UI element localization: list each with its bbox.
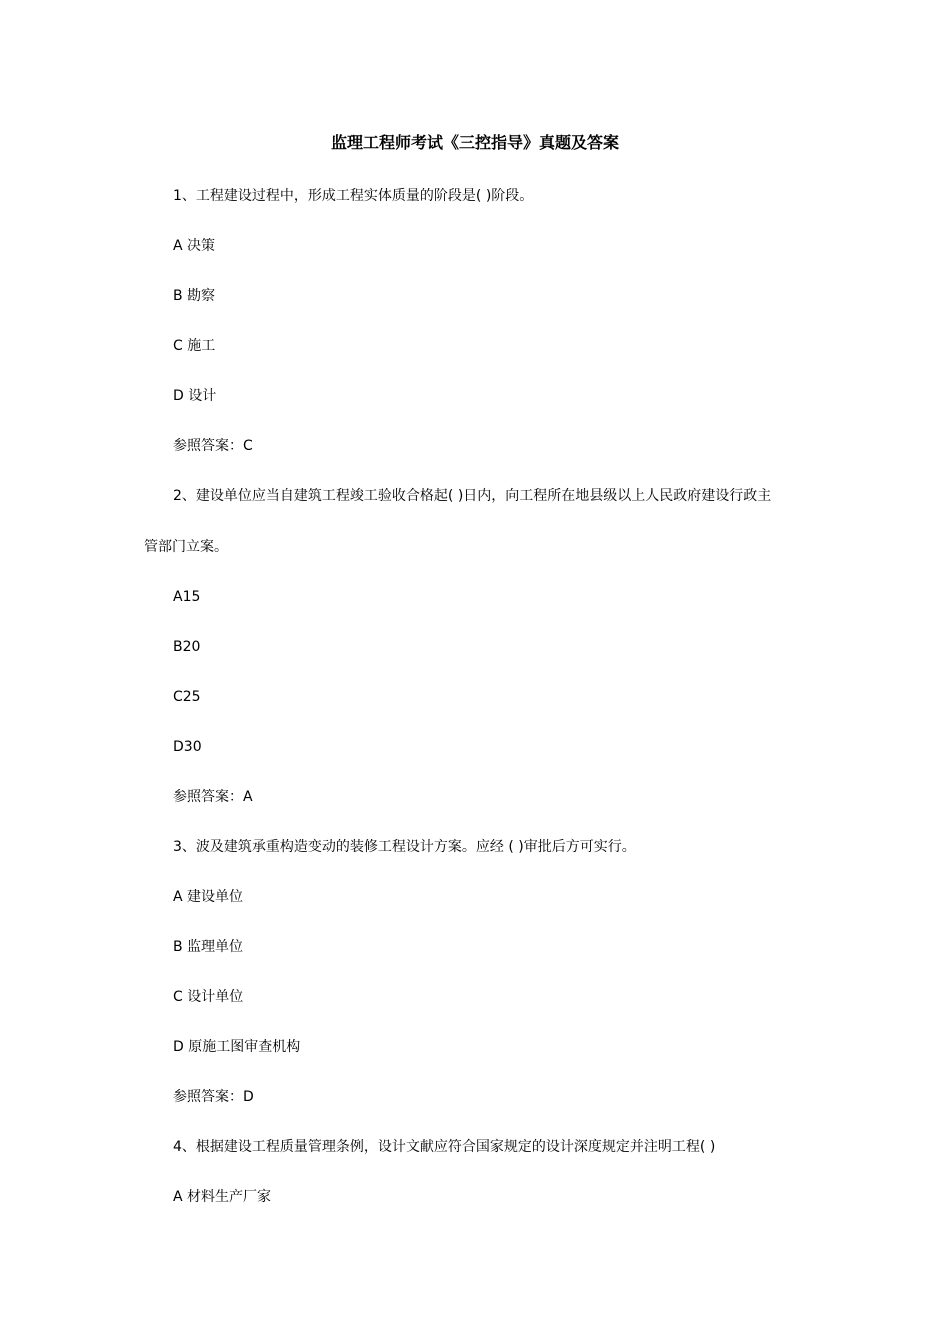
question-1-stem: 1、工程建设过程中，形成工程实体质量的阶段是( )阶段。 <box>173 188 534 204</box>
question-2-stem-line1: 2、建设单位应当自建筑工程竣工验收合格起( )日内，向工程所在地县级以上人民政府建设行政主 <box>173 488 772 504</box>
question-2-option-b: B20 <box>173 639 201 655</box>
question-2-stem-line2: 管部门立案。 <box>144 539 228 555</box>
question-3-option-d: D 原施工图审查机构 <box>173 1039 301 1055</box>
question-3-option-a: A 建设单位 <box>173 889 244 905</box>
question-1-option-a: A 决策 <box>173 238 216 254</box>
question-4-option-a: A 材料生产厂家 <box>173 1189 272 1205</box>
page-title: 监理工程师考试《三控指导》真题及答案 <box>330 133 619 152</box>
question-1-option-b: B 勘察 <box>173 288 216 304</box>
question-1-answer: 参照答案：C <box>173 438 253 454</box>
question-4-stem: 4、根据建设工程质量管理条例，设计文献应符合国家规定的设计深度规定并注明工程( ) <box>173 1139 716 1155</box>
question-1-option-d: D 设计 <box>173 388 217 404</box>
question-2-option-c: C25 <box>173 689 201 705</box>
question-2-answer: 参照答案：A <box>173 789 253 805</box>
question-2-option-a: A15 <box>173 589 201 605</box>
question-2-option-d: D30 <box>173 739 202 755</box>
question-3-answer: 参照答案：D <box>173 1089 254 1105</box>
question-1-option-c: C 施工 <box>173 338 216 354</box>
question-3-stem: 3、波及建筑承重构造变动的装修工程设计方案。应经 ( )审批后方可实行。 <box>173 839 636 855</box>
question-3-option-c: C 设计单位 <box>173 989 244 1005</box>
question-3-option-b: B 监理单位 <box>173 939 244 955</box>
